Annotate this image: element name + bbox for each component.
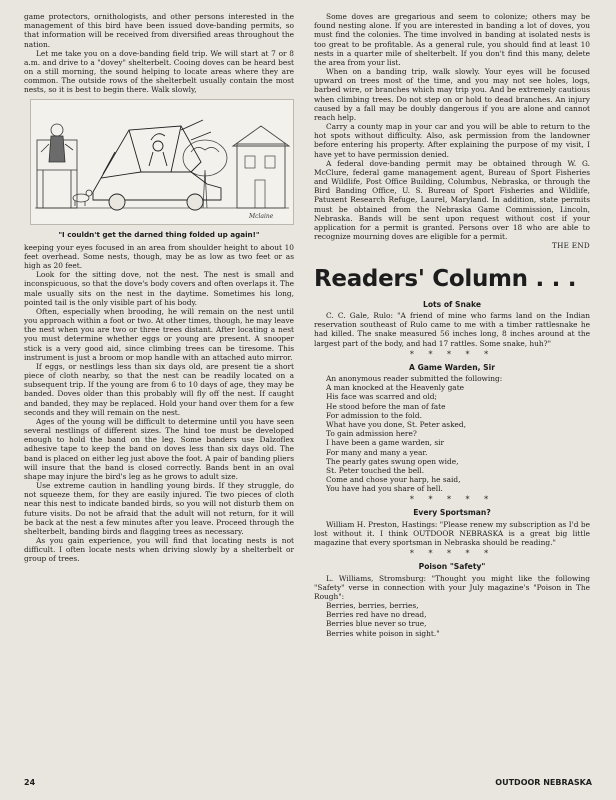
paragraph: game protectors, ornithologists, and other persons interested in the management of this bird have been issued dove-banding permits, so that information will be received from diversified areas throughout the nation. (24, 12, 294, 49)
letter-heading: Lots of Snake (422, 299, 481, 309)
poem-line: For many and many a year. (326, 447, 428, 457)
letter-heading: Every Sportsman? (413, 508, 491, 518)
poem-line: Berries red have no dread, (326, 610, 427, 620)
woman-figure (37, 124, 77, 208)
right-column (314, 12, 590, 638)
poem-verse (326, 383, 590, 493)
cartoon-caption: "I couldn't get the darned thing folded up again!" (58, 229, 260, 239)
paragraph: keeping your eyes focused in an area from shoulder height to about 10 feet overhead. Some nests, though, may be as low as two feet or as high as 20 feet. (24, 242, 294, 270)
paragraph: Look for the sitting dove, not the nest. The nest is small and inconspicuous, so that the dove's body covers and often overlaps it. The male usually sits on the nest in the daytime. Sometimes his long, pointed tail is the only visible part of his body. (24, 270, 294, 307)
paragraph: Often, especially when brooding, he will remain on the nest until you approach within a foot or two. At other times, though, he may leave the nest when you are two or three trees distant. After locating a nest you must determine whether eggs or young are present. A snooper stick is a very good aid, since climbing trees can be tiresome. This instrument is just a broom or mop handle with an attached auto mirror. (24, 306, 294, 362)
poem-line: What have you done, St. Peter asked, (326, 420, 466, 429)
paragraph: A federal dove-banding permit may be obtained through W. G. McClure, federal game management agent, Bureau of Sport Fisheries and Wildlife, Post Office Building, Columbus, Nebraska, or through the Bird Banding Office, U. S. Bureau of Sport Fisheries and Wildlife, Patuxent Research Refuge, Laurel, Maryland. In addition, state permits must be obtained from the Nebraska Game Commission, Lincoln, Nebraska. Bands will be sent upon request without cost if your application for a permit is granted. Persons over 18 who are able to recognize mourning doves are eligible for a permit. (314, 158, 590, 242)
paragraph: Use extreme caution in handling young birds. If they struggle, do not squeeze them, for they are easily injured. Tie two pieces of cloth near this nest to indicate banded birds, so you will not disturb them on future visits. Do not be afraid that the adult will not return, for it will be back at the nest a few minutes after you leave. Proceed through the shelterbelt, banding birds and flagging trees as necessary. (24, 481, 294, 536)
paragraph: Some doves are gregarious and seem to colonize; others may be found nesting alone. If you are interested in banding a lot of doves, you must find the colonies. The time involved in banding at isolated nests is too great to be profitable. As a general rule, you should find at least 10 nests in a quarter mile of shelterbelt. If you don't find this many, delete the area from your list. (314, 12, 590, 67)
readers-column-title: Readers' Column . . . (314, 266, 577, 293)
poem-line: Come and chose your harp, he said, (326, 475, 461, 485)
section-separator: * * * * * (409, 549, 495, 559)
cartoon-illustration (30, 99, 294, 225)
poem-line: I have been a game warden, sir (326, 438, 445, 448)
paragraph: Carry a county map in your car and you will be able to return to the hot spots without difficulty. Also, ask permission from the landowner before entering his property. After explaining the purpose of my visit, I have yet to have permission denied. (314, 122, 590, 159)
paragraph: When on a banding trip, walk slowly. Your eyes will be focused upward on trees most of the time, and you may not see holes, logs, barbed wire, or branches which may trip you. And be extremely cautious when climbing trees. Do not step on or hold to dead branches. An injury caused by a fall may be doubly dangerous if you are alone and cannot reach help. (314, 67, 590, 122)
poem-line: A man knocked at the Heavenly gate (326, 383, 465, 393)
article-end-marker: THE END (552, 241, 590, 251)
poem-line: To gain admission here? (326, 429, 417, 439)
poem-line: You have had you share of hell. (326, 484, 443, 494)
poem-line: For admission to the fold. (326, 410, 422, 420)
letter-intro: L. Williams, Stromsburg: "Thought you might like the following "Safety" verse in connection with your July magazine's "Poison in The Rough": (314, 573, 590, 601)
page-number: 24 (24, 778, 36, 787)
paragraph: Ages of the young will be difficult to determine until you have seen several nestlings of different sizes. The hind toe must be developed enough to hold the band on the leg. Some banders use Dalzoflex adhesive tape to keep the band on doves less than six days old. The band is placed on either leg just above the foot. A pair of banding pliers will insure that the band is closed correctly. Bands bent in an oval shape may injure the bird's leg as he grows to adult size. (24, 416, 294, 481)
paragraph: As you gain experience, you will find that locating nests is not difficult. I often locate nests when driving slowly by a shelterbelt or group of trees. (24, 536, 294, 564)
car-with-tent (93, 120, 221, 210)
page-footer (24, 778, 592, 787)
letter-body: William H. Preston, Hastings: "Please renew my subscription as I'd be lost without it. I think OUTDOOR NEBRASKA is a great big little magazine that every sportsman in Nebraska should be reading." (314, 519, 590, 548)
letter-body: C. C. Gale, Rulo: "A friend of mine who farms land on the Indian reservation southeast of Rulo came to me with a timber rattlesnake he had killed. The snake measured 56 inches long, 8 inches around at the largest part of the body, and had 17 rattles. Some snake, huh?" (314, 311, 590, 348)
dog (73, 190, 92, 206)
left-column (24, 12, 294, 564)
poem-line: Berries, berries, berries, (326, 601, 419, 611)
section-separator: * * * * * (409, 349, 495, 359)
section-separator: * * * * * (409, 495, 495, 505)
poem-line: His face was scarred and old; (326, 392, 437, 402)
cartoon-signature: Mclaine (249, 212, 274, 220)
poem-line: He stood before the man of fate (326, 401, 446, 411)
poem-verse (326, 601, 590, 638)
poem-line: Berries blue never so true, (326, 619, 427, 629)
paragraph: If eggs, or nestlings less than six days old, are present tie a short piece of cloth nearby, so that the nest can be readily located on a subsequent trip. If the young are from 6 to 10 days of age, they may be banded. Doves older than this probably will fly off the nest. If caught and banded, they may be replaced. Hold your hand over them for a few seconds and they will remain on the nest. (24, 361, 294, 417)
house (237, 144, 285, 208)
letter-heading: Poison "Safety" (418, 562, 486, 572)
magazine-name: OUTDOOR NEBRASKA (495, 778, 592, 787)
poem-line: Berries white poison in sight." (326, 628, 440, 638)
letter-heading: A Game Warden, Sir (409, 362, 495, 372)
poem-line: St. Peter touched the bell. (326, 465, 425, 475)
poem-line: The pearly gates swung open wide, (326, 456, 459, 466)
letter-intro: An anonymous reader submitted the following: (326, 374, 503, 384)
paragraph: Let me take you on a dove-banding field trip. We will start at 7 or 8 a.m. and drive to a "dovey" shelterbelt. Cooing doves can be heard best on a still morning, the sound helping to locate areas where they are common. The outside rows of the shelterbelt usually contain the most nests, so it is best to begin there. Walk slowly, (24, 48, 294, 95)
